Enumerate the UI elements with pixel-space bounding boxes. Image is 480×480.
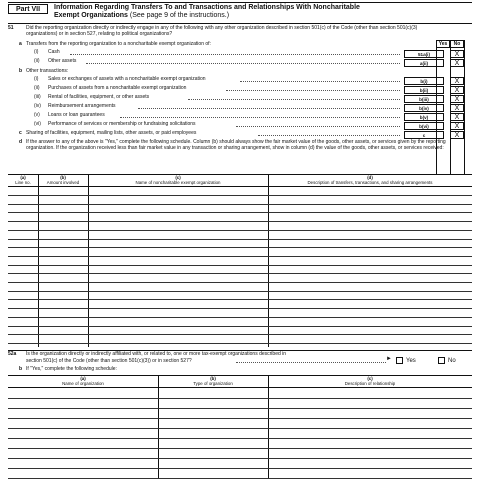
yes-checkbox[interactable] [396,357,403,364]
q51b-row [8,69,472,75]
q51d-text: If the answer to any of the above is "Yes," complete the following schedule. Column (b) should always show the fair market value of the goods, other assets, or services given by the reporting organization. If the organization received less than fair market value in any transaction or sharing arrangement, show in column (d) the value of the goods, other assets, or services received: [26,139,446,151]
q51a-text: Transfers from the reporting organization to a noncharitable exempt organization of: [26,41,211,47]
q51c-row [8,131,472,139]
leader-dots [226,87,400,91]
col-letter: (d) [367,175,373,180]
item-roman: (i) [34,49,39,55]
col-label: Name of noncharitable exempt organization [135,180,221,185]
table-row-rule [8,326,472,327]
code-51b-ii: b(ii) [404,86,444,94]
item-roman: (ii) [34,85,40,91]
q51c-text: Sharing of facilities, equipment, mailing lists, other assets, or paid employees [26,130,197,136]
affiliations-table-header [8,376,472,388]
answer-no-51b-iii[interactable]: X [450,95,464,103]
part-header [8,2,472,24]
table-row-rule [8,291,472,292]
q51-row [8,26,472,38]
col-label: Type of organization [193,381,233,386]
part-label: Part VII [8,4,48,14]
code-51b-iv: b(iv) [404,104,444,112]
table-row-rule [8,448,472,449]
col-label: Description of relationship [344,381,396,386]
no-checkbox[interactable] [438,357,445,364]
column-divider [88,175,89,347]
q51a-item-1 [8,50,472,58]
table-row-rule [8,428,472,429]
no-checkbox-label: No [448,358,456,364]
table-row-rule [8,418,472,419]
col-a-header [8,175,38,185]
leader-dots [188,96,400,100]
affiliations-table [8,375,472,478]
q51b-item-1 [8,77,472,85]
q51a-row [8,42,472,48]
answer-no-51b-ii[interactable]: X [450,86,464,94]
col-label: Amount involved [46,180,80,185]
q52a-text-line1: Is the organization directly or indirectly affiliated with, or related to, one or more tax-exempt organizations described in [26,351,287,357]
q51b-item-2 [8,86,472,94]
q51-text: Did the reporting organization directly or indirectly engage in any of the following with any other organization described in section 501(c) of the Code (other than section 501(c)(3) organizations) or in section 527, relating to political organizations? [26,25,418,37]
table-row-rule [8,299,472,300]
item-roman: (iv) [34,103,41,109]
col-letter: (a) [20,175,26,180]
part-title [54,4,464,20]
leader-dots [240,78,400,82]
table-row-rule [8,256,472,257]
table-row-rule [8,282,472,283]
table-row-rule [8,468,472,469]
q51d-letter: d [19,139,23,145]
q51b-item-6 [8,122,472,130]
item-roman: (iii) [34,94,41,100]
transfers-table [8,174,472,346]
q51b-item-3 [8,95,472,103]
code-51c: c [404,131,444,139]
table-row-rule [8,204,472,205]
table-row-rule [8,195,472,196]
item-label: Sales or exchanges of assets with a noncharitable exempt organization [48,76,206,82]
part-title-sub: (See page 9 of the instructions.) [129,12,230,19]
answer-no-51c[interactable]: X [450,131,464,139]
q52b-letter: b [19,366,23,372]
part-title-line1: Information Regarding Transfers To and Transactions and Relationships With Noncharitable [54,4,360,11]
col-a-header [8,376,158,386]
yes-column-header: Yes [436,40,450,48]
col-letter: (c) [367,376,373,381]
code-51b-v: b(v) [404,113,444,121]
column-divider [38,175,39,347]
col-label: Description of transfers, transactions, and sharing arrangements [307,180,433,185]
q52b-row [8,367,472,373]
q51b-letter: b [19,68,23,74]
q51c-letter: c [19,130,22,136]
table-row-rule [8,239,472,240]
leader-dots [258,132,400,136]
table-row-rule [8,343,472,344]
code-51a-i: 51a(i) [404,50,444,58]
table-row-rule [8,317,472,318]
item-roman: (v) [34,112,40,118]
table-row-rule [8,478,472,479]
col-b-header [38,175,88,185]
part-title-line2-wrap [54,12,464,20]
col-b-header [158,376,268,386]
q52a-text-line2: section 501(c) of the Code (other than section 501(c)(3)) or in section 527? [26,358,192,364]
part-title-line2: Exempt Organizations [54,12,128,19]
yes-checkbox-label: Yes [406,358,416,364]
col-label: Line no. [15,180,31,185]
q51b-item-4 [8,104,472,112]
col-label: Name of organization [62,381,104,386]
answer-no-51a-i[interactable]: X [450,50,464,58]
col-letter: (b) [210,376,216,381]
leader-dots [86,60,400,64]
table-row-rule [8,212,472,213]
code-51b-i: b(i) [404,77,444,85]
q52a-number: 52a [8,351,17,357]
item-label: Rental of facilities, equipment, or other assets [48,94,150,100]
q51d-row [8,140,472,160]
column-divider [268,175,269,347]
code-51b-iii: b(iii) [404,95,444,103]
item-label: Loans or loan guarantees [48,112,105,118]
table-row-rule [8,265,472,266]
table-row-rule [8,221,472,222]
table-row-rule [8,273,472,274]
leader-dots [120,114,400,118]
table-row-rule [8,398,472,399]
table-row-rule [8,408,472,409]
q51a-letter: a [19,41,22,47]
table-row-rule [8,308,472,309]
table-row-rule [8,247,472,248]
item-roman: (i) [34,76,39,82]
item-label: Purchases of assets from a noncharitable exempt organization [48,85,187,91]
answer-no-51b-v[interactable]: X [450,113,464,121]
q51-number: 51 [8,25,14,31]
q51b-item-5 [8,113,472,121]
col-letter: (c) [175,175,181,180]
table-row-rule [8,438,472,439]
code-51a-ii: a(ii) [404,59,444,67]
item-roman: (ii) [34,58,40,64]
answer-no-51a-ii[interactable]: X [450,59,464,67]
q51a-item-2 [8,59,472,67]
col-d-header [268,175,472,185]
item-label: Other assets [48,58,77,64]
leader-dots [138,105,400,109]
item-roman: (vi) [34,121,41,127]
q52b-text: If "Yes," complete the following schedule: [26,366,117,372]
transfers-table-header [8,175,472,187]
answer-no-51b-vi[interactable]: X [450,122,464,130]
leader-dots [236,359,386,363]
q51b-text: Other transactions: [26,68,69,74]
leader-dots [236,123,400,127]
answer-no-51b-iv[interactable]: X [450,104,464,112]
item-label: Performance of services or membership or fundraising solicitations [48,121,196,127]
table-row-rule [8,334,472,335]
no-column-header: No [450,40,464,48]
table-row-rule [8,230,472,231]
code-51b-vi: b(vi) [404,122,444,130]
col-c-header [88,175,268,185]
col-letter: (a) [80,376,86,381]
item-label: Cash [48,49,60,55]
col-c-header [268,376,472,386]
leader-dots [70,51,400,55]
col-letter: (b) [60,175,66,180]
answer-no-51b-i[interactable]: X [450,77,464,85]
table-row-rule [8,458,472,459]
arrow-right-icon: ► [386,356,392,362]
item-label: Reimbursement arrangements [48,103,116,109]
